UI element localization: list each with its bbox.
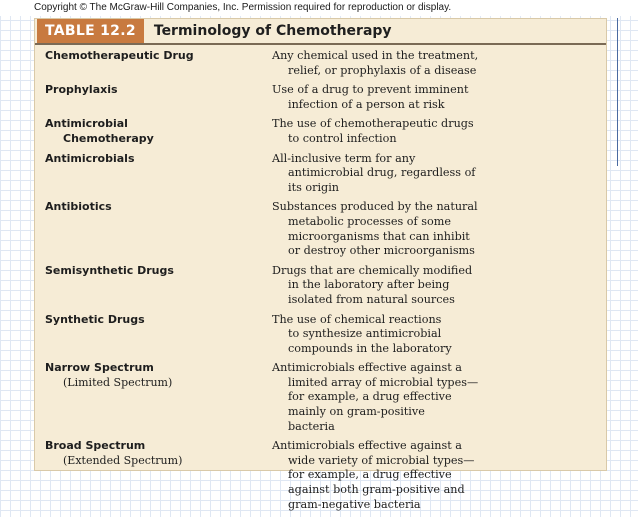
term-note: (Extended Spectrum) [63, 453, 183, 467]
definition-line: in the laboratory after being [288, 278, 450, 292]
definition-line: Any chemical used in the treatment, [272, 49, 479, 62]
definition-cell [272, 152, 592, 196]
term-text: Synthetic Drugs [45, 312, 145, 326]
term-text: Antimicrobials [45, 151, 135, 165]
table-row [35, 117, 606, 146]
definition-cell [272, 439, 592, 512]
table-row [35, 361, 606, 434]
definition-line: Drugs that are chemically modified [272, 263, 473, 277]
term-cell [35, 117, 272, 146]
definition-cell [272, 313, 592, 357]
term-text: Prophylaxis [45, 83, 118, 97]
term-cell [35, 439, 272, 512]
term-cell [35, 83, 272, 112]
table-row [35, 439, 606, 512]
term-text: Broad Spectrum [45, 439, 146, 453]
table-row [35, 200, 606, 258]
definition-line: relief, or prophylaxis of a disease [288, 63, 477, 77]
term-text: Antibiotics [45, 200, 112, 214]
definition-line: Use of a drug to prevent imminent [272, 83, 469, 97]
definition-line: or destroy other microorganisms [288, 244, 475, 258]
definition-line: bacteria [288, 419, 335, 433]
slide-edge-line [617, 18, 618, 166]
term-text: Semisynthetic Drugs [45, 263, 174, 277]
table-row [35, 264, 606, 308]
term-text: Narrow Spectrum [45, 361, 154, 375]
table-row [35, 313, 606, 357]
definition-line: antimicrobial drug, regardless of [288, 166, 476, 180]
table-body [35, 49, 606, 517]
definition-line: The use of chemical reactions [272, 312, 442, 326]
definition-line: Antimicrobials effective against a [272, 361, 462, 375]
table-row [35, 152, 606, 196]
definition-line: gram-negative bacteria [288, 497, 421, 511]
definition-line: mainly on gram-positive [288, 405, 425, 419]
term-text: Antimicrobial [45, 117, 128, 131]
definition-line: wide variety of microbial types— [288, 453, 475, 467]
term-cell [35, 313, 272, 357]
term-cell [35, 200, 272, 258]
definition-cell [272, 200, 592, 258]
definition-cell [272, 83, 592, 112]
definition-line: microorganisms that can inhibit [288, 229, 470, 243]
definition-cell [272, 264, 592, 308]
definition-line: limited array of microbial types— [288, 375, 479, 389]
definition-line: The use of chemotherapeutic drugs [272, 117, 474, 131]
table-number: TABLE 12.2 [37, 19, 144, 43]
term-cell [35, 361, 272, 434]
copyright-notice: Copyright © The McGraw-Hill Companies, Inc. Permission required for reproduction or display. [0, 0, 638, 16]
table-row [35, 83, 606, 112]
table-title: Terminology of Chemotherapy [153, 23, 392, 39]
definition-line: to synthesize antimicrobial [288, 327, 442, 341]
definition-line: metabolic processes of some [288, 214, 451, 228]
term-cell [35, 49, 272, 78]
definition-line: its origin [288, 180, 339, 194]
definition-line: against both gram-positive and [288, 483, 465, 497]
definition-line: to control infection [288, 131, 397, 145]
term-text: Chemotherapeutic Drug [45, 49, 194, 62]
definition-cell [272, 361, 592, 434]
definition-line: compounds in the laboratory [288, 341, 452, 355]
table-row [35, 49, 606, 78]
terminology-table [34, 18, 607, 511]
term-cell [35, 264, 272, 308]
definition-line: for example, a drug effective [288, 390, 452, 404]
definition-line: Substances produced by the natural [272, 200, 478, 214]
definition-line: isolated from natural sources [288, 292, 455, 306]
term-note: (Limited Spectrum) [63, 375, 173, 389]
table-header [35, 19, 606, 45]
definition-line: for example, a drug effective [288, 468, 452, 482]
definition-line: Antimicrobials effective against a [272, 439, 462, 453]
term-text: Chemotherapy [63, 131, 154, 145]
definition-line: infection of a person at risk [288, 97, 445, 111]
term-cell [35, 152, 272, 196]
definition-line: All-inclusive term for any [272, 151, 416, 165]
definition-cell [272, 117, 592, 146]
definition-cell [272, 49, 592, 78]
